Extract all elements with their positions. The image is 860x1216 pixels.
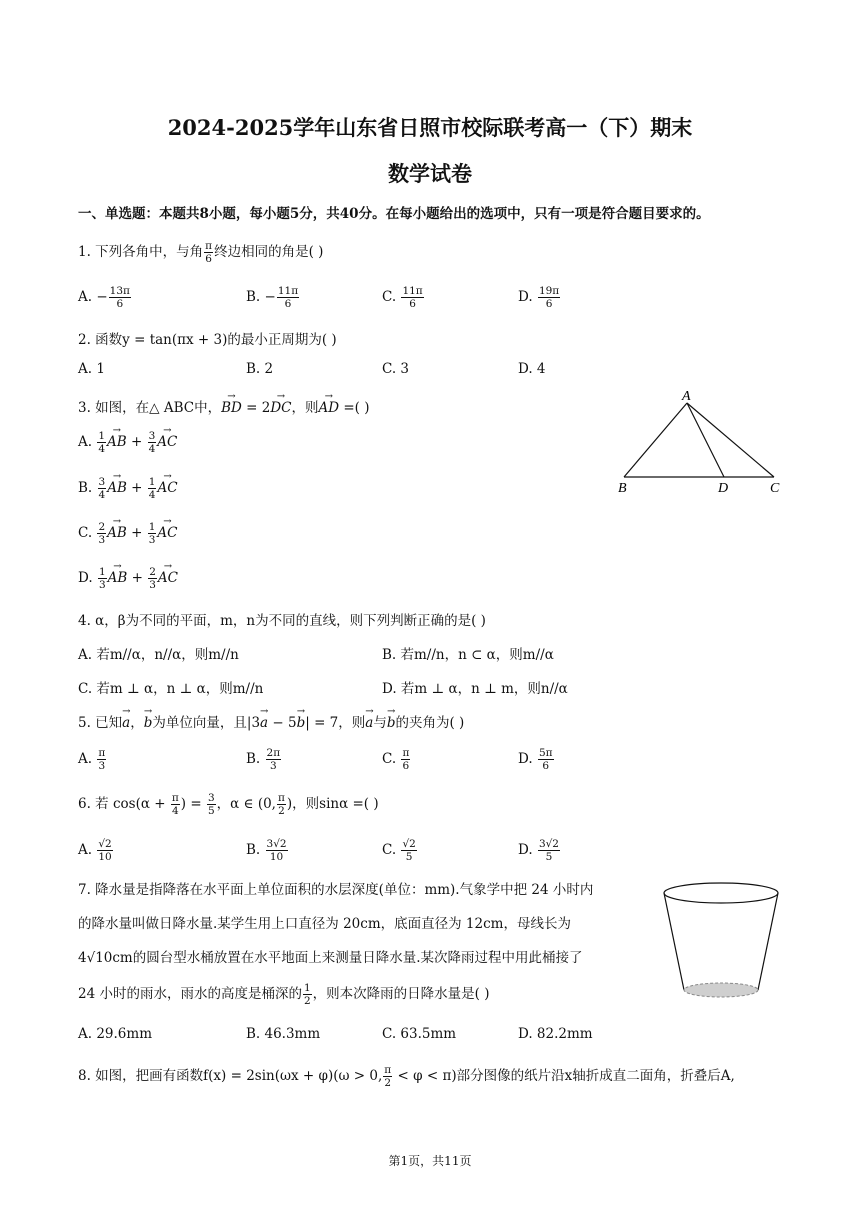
question-6-option-d: D. $\frac{3√2}{5}$: [518, 838, 559, 864]
vertex-a-label: A: [682, 389, 691, 404]
question-5-option-c: C. $\frac{\pi}{6}$: [382, 747, 410, 773]
page-footer: 第1页，共11页: [388, 1154, 472, 1168]
question-6-option-a: A. $\frac{√2}{10}$: [78, 838, 112, 864]
exam-subtitle: 数学试卷: [388, 161, 472, 186]
question-3-option-b: B. $\frac{3}{4}$ → AB + $\frac{1}{4}$ → AC: [78, 476, 178, 501]
question-4-stem: 4. α，β为不同的平面，m，n为不同的直线，则下列判断正确的是( ): [78, 613, 486, 629]
bucket-figure: [660, 876, 784, 1008]
question-6-option-b: B. $\frac{3√2}{10}$: [246, 838, 287, 864]
segment-ad: [687, 403, 724, 477]
question-2-option-d: D. 4: [518, 361, 546, 377]
question-7-option-a: A. 29.6mm: [78, 1026, 152, 1042]
question-7-option-b: B. 46.3mm: [246, 1026, 321, 1042]
question-4-option-c: C. 若m ⊥ α，n ⊥ α，则m//n: [78, 681, 264, 697]
question-7-option-c: C. 63.5mm: [382, 1026, 457, 1042]
section-heading: 一、单选题：本题共8小题，每小题5分，共40分。在每小题给出的选项中，只有一项是符合题目要求的。: [78, 206, 710, 222]
question-3-option-c: C. $\frac{2}{3}$ → AB + $\frac{1}{3}$ → AC: [78, 521, 177, 546]
question-7-line-2: 的降水量叫做日降水量.某学生用上口直径为 20cm，底面直径为 12cm，母线长为: [78, 916, 571, 932]
question-7-line-1: 7. 降水量是指降落在水平面上单位面积的水层深度(单位：mm).气象学中把 24 小时内: [78, 882, 594, 898]
segment-ac: [687, 403, 774, 477]
question-1-option-a: A. − $\frac{13\pi}{6}$: [78, 285, 130, 311]
question-1-option-d: D. $\frac{19\pi}{6}$: [518, 285, 560, 311]
question-3-option-d: D. $\frac{1}{3}$ → AB + $\frac{2}{3}$ → AC: [78, 566, 178, 591]
bucket-bottom: [684, 983, 758, 997]
bucket-top-rim: [664, 883, 778, 903]
vertex-b-label: B: [618, 481, 627, 496]
point-d-label: D: [718, 481, 729, 496]
question-2-stem: 2. 函数y = tan(πx + 3)的最小正周期为( ): [78, 332, 337, 348]
question-2-option-a: A. 1: [78, 361, 105, 377]
question-3-option-a: A. $\frac{1}{4}$ → AB + $\frac{3}{4}$ → AC: [78, 430, 177, 455]
question-7-option-d: D. 82.2mm: [518, 1026, 593, 1042]
question-5-option-b: B. $\frac{2\pi}{3}$: [246, 747, 281, 773]
question-1-stem: 1. 下列各角中，与角 $\frac{\pi}{6}$ 终边相同的角是( ): [78, 240, 324, 266]
question-7-line-4: 24 小时的雨水，雨水的高度是桶深的 $\frac{1}{2}$ ，则本次降雨的日降水量是( ): [78, 982, 490, 1008]
question-1-option-c: C. $\frac{11\pi}{6}$: [382, 285, 423, 311]
triangle-figure: [612, 388, 792, 500]
bucket-left-side: [664, 893, 684, 990]
bucket-right-side: [758, 893, 778, 990]
question-4-option-b: B. 若m//n，n ⊂ α，则m//α: [382, 647, 554, 663]
question-4-option-a: A. 若m//α，n//α，则m//n: [78, 647, 239, 663]
question-6-stem: 6. 若 cos(α + $\frac{\pi}{4}$ ) = $\frac{3}{5}$ ，α ∈ (0, $\frac{\pi}{2}$ )，则sinα =( ): [78, 792, 379, 818]
question-2-option-c: C. 3: [382, 361, 410, 377]
segment-ab: [624, 403, 687, 477]
question-7-line-3: 4√10cm的圆台型水桶放置在水平地面上来测量日降水量.某次降雨过程中用此桶接了: [78, 950, 583, 966]
exam-title: 2024-2025学年山东省日照市校际联考高一（下）期末: [167, 115, 693, 140]
question-5-option-d: D. $\frac{5\pi}{6}$: [518, 747, 553, 773]
question-1-option-b: B. − $\frac{11\pi}{6}$: [246, 285, 299, 311]
question-5-stem: 5. 已知→ a，→ b为单位向量，且|3→ a − 5→ b| = 7，则→ a与→ b的夹角为( ): [78, 711, 464, 731]
vertex-c-label: C: [770, 481, 780, 496]
question-2-option-b: B. 2: [246, 361, 274, 377]
question-6-option-c: C. $\frac{√2}{5}$: [382, 838, 416, 864]
question-3-stem: 3. 如图，在△ ABC中，→ BD = 2→ DC，则→ AD =( ): [78, 396, 370, 416]
question-5-option-a: A. $\frac{\pi}{3}$: [78, 747, 106, 773]
question-8-stem: 8. 如图，把画有函数f(x) = 2sin(ωx + φ)(ω > 0, $\frac{\pi}{2}$ < φ < π)部分图像的纸片沿x轴折成直二面角，折叠后A,: [78, 1064, 735, 1090]
question-4-option-d: D. 若m ⊥ α，n ⊥ m，则n//α: [382, 681, 568, 697]
